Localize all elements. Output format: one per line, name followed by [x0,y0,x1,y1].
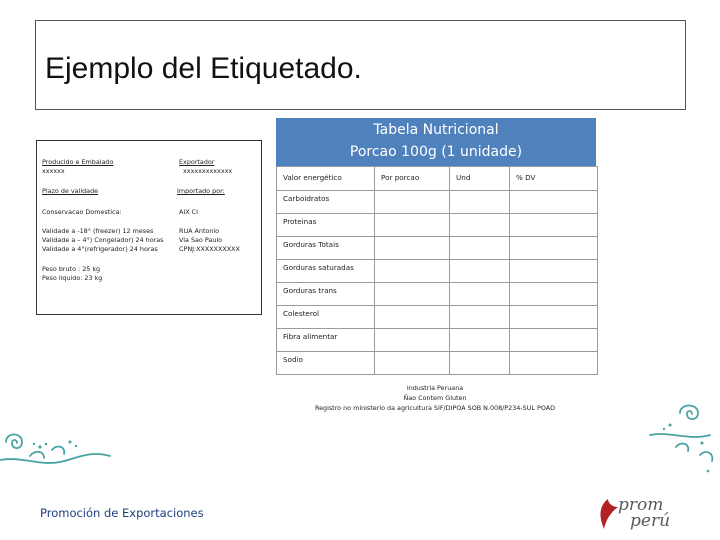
nutrient-name: Sodio [277,352,375,375]
logo-text-line2: perú [630,511,671,531]
conservacao-label: Conservacao Domestica: [42,208,122,216]
slide-title: Ejemplo del Etiquetado. [45,52,362,85]
industria-line: Industria Peruana [406,384,464,392]
logo-mark-icon [594,497,620,531]
table-row [277,352,598,375]
table-row [277,329,598,352]
exportador-value: xxxxxxxxxxxxx [183,167,233,175]
nutrition-header [276,118,596,166]
column-header: % DV [510,167,598,191]
swirl-decoration-left [0,420,130,490]
validade-line: Validade a 4°(refrigerador) 24 horas [42,245,158,253]
table-row [277,260,598,283]
label-footer [270,383,600,413]
address-line: Via Sao Paulo [179,236,223,244]
column-header: Por porcao [375,167,450,191]
nutrient-name: Gorduras Totais [277,237,375,260]
producido-title: Producido e Embalado [42,158,114,166]
peso-liquido: Peso liquido: 23 kg [42,274,103,282]
promocion-exportaciones: Promoción de Exportaciones [40,506,204,520]
producido-value: xxxxxx [42,167,65,175]
nutrition-title: Tabela Nutricional [373,122,499,138]
gluten-line: Ñao Contem Gluten [403,394,467,402]
table-row [277,306,598,329]
nutrition-table [276,166,598,375]
table-row [277,191,598,214]
table-header-row [277,167,598,191]
column-header: Valor energético [277,167,375,191]
nutrient-name: Gorduras saturadas [277,260,375,283]
promperu-logo [590,493,700,533]
aix-label: AIX CI [179,208,199,216]
nutrient-name: Carboidratos [277,191,375,214]
nutrient-name: Proteinas [277,214,375,237]
registro-line: Registro no ministerio da agricultura SIF/DIPOA SOB N.008/P234-SUL POAD [314,404,556,412]
table-row [277,283,598,306]
address-line: RUA Antonio [179,227,220,235]
logo-text-line1: prom [618,495,664,515]
exportador-title: Exportador [179,158,215,166]
column-header: Und [450,167,510,191]
swirl-decoration-right [640,395,720,485]
table-row [277,237,598,260]
nutrient-name: Fibra alimentar [277,329,375,352]
validade-line: Validade a – 4°) Congelador) 24 horas [42,236,164,244]
peso-bruto: Peso bruto : 25 kg [42,265,101,273]
table-row [277,214,598,237]
nutrient-name: Colesterol [277,306,375,329]
validade-line: Validade a -18° (freezer) 12 meses [42,227,154,235]
importado-title: Importado por: [177,187,225,195]
nutrition-portion: Porcao 100g (1 unidade) [349,144,523,160]
title-box [35,20,686,110]
nutrient-name: Gorduras trans [277,283,375,306]
plazo-title: Plazo de validade [42,187,99,195]
address-line: CPNJ:XXXXXXXXXX [179,245,240,253]
product-label-box [36,140,262,315]
